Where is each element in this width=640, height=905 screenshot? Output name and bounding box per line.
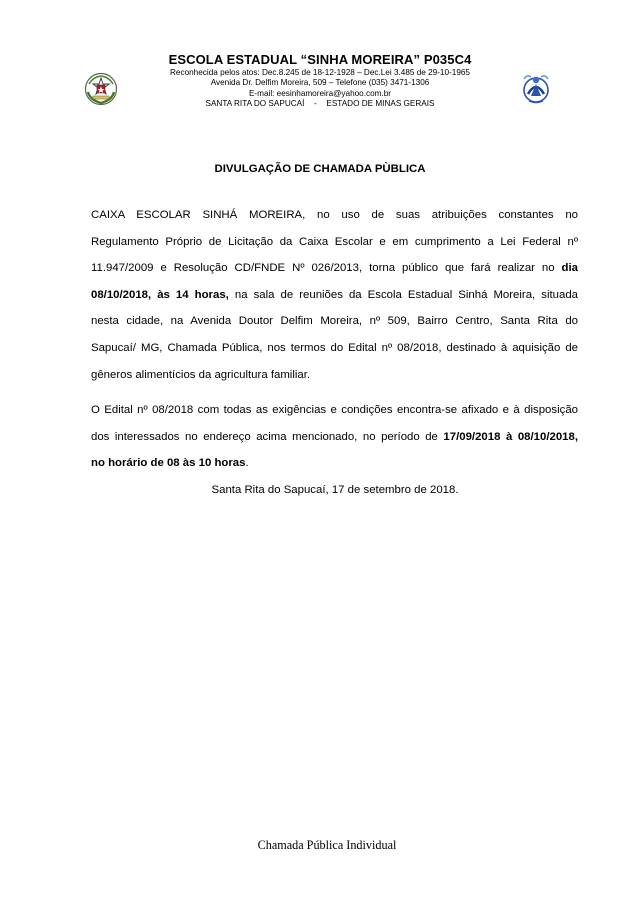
date-location: Santa Rita do Sapucaí, 17 de setembro de 2018. <box>211 484 459 496</box>
page-title: DIVULGAÇÃO DE CHAMADA PÙBLICA <box>214 163 426 175</box>
text-segment: na sala de reuniões da Escola Estadual Sinhá Moreira, situada <box>228 288 578 301</box>
edital-paragraph <box>91 397 578 477</box>
page-footer: Chamada Pública Individual <box>257 838 397 852</box>
bold-segment: dia <box>561 262 578 275</box>
school-name: ESCOLA ESTADUAL “SINHA MOREIRA” P035C4 <box>168 52 472 67</box>
school-email: E-mail: eesinhamoreira@yahoo.com.br <box>248 88 392 98</box>
state-coat-of-arms-icon <box>84 72 118 106</box>
text-segment: dos interessados no endereço acima mencionado, no período de <box>91 430 444 443</box>
city-state-separator: - <box>314 99 317 109</box>
text-segment: . <box>245 457 249 470</box>
bold-period: 17/09/2018 à 08/10/2018, <box>443 430 578 443</box>
bold-hours: no horário de 08 às 10 horas <box>91 457 246 470</box>
paragraph-line: gêneros alimentícios da agricultura familiar. <box>91 368 311 381</box>
city-name: SANTA RITA DO SAPUCAÍ <box>205 99 305 109</box>
text-segment: 11.947/2009 e Resolução CD/FNDE Nº 026/2013, torna público que fará realizar no <box>91 262 562 275</box>
paragraph-line <box>91 255 578 282</box>
paragraph-line: nesta cidade, na Avenida Doutor Delfim Moreira, nº 509, Bairro Centro, Santa Rita do <box>91 315 578 328</box>
paragraph-line: O Edital nº 08/2018 com todas as exigências e condições encontra-se afixado e à disposição <box>91 404 578 416</box>
announcement-paragraph <box>91 202 578 388</box>
paragraph-line: CAIXA ESCOLAR SINHÁ MOREIRA, no uso de suas atribuições constantes no <box>91 209 578 221</box>
school-address: Avenida Dr. Delfim Moreira, 509 – Telefone (035) 3471-1306 <box>210 78 430 88</box>
paragraph-line: Sapucaí/ MG, Chamada Pública, nos termos do Edital nº 08/2018, destinado à aquisição de <box>91 341 578 354</box>
paragraph-line <box>91 424 578 451</box>
recognition-acts: Reconhecida pelos atos: Dec.8.245 de 18-12-1928 – Dec.Lei 3.485 de 29-10-1965 <box>170 68 470 77</box>
paragraph-line <box>91 282 578 309</box>
paragraph-line <box>91 450 578 477</box>
school-emblem-icon <box>519 70 553 106</box>
paragraph-line: Regulamento Próprio de Licitação da Caixa Escolar e em cumprimento a Lei Federal nº <box>91 235 578 248</box>
bold-date-time: 08/10/2018, às 14 horas, <box>91 288 229 301</box>
state-name: ESTADO DE MINAS GERAIS <box>326 99 435 109</box>
